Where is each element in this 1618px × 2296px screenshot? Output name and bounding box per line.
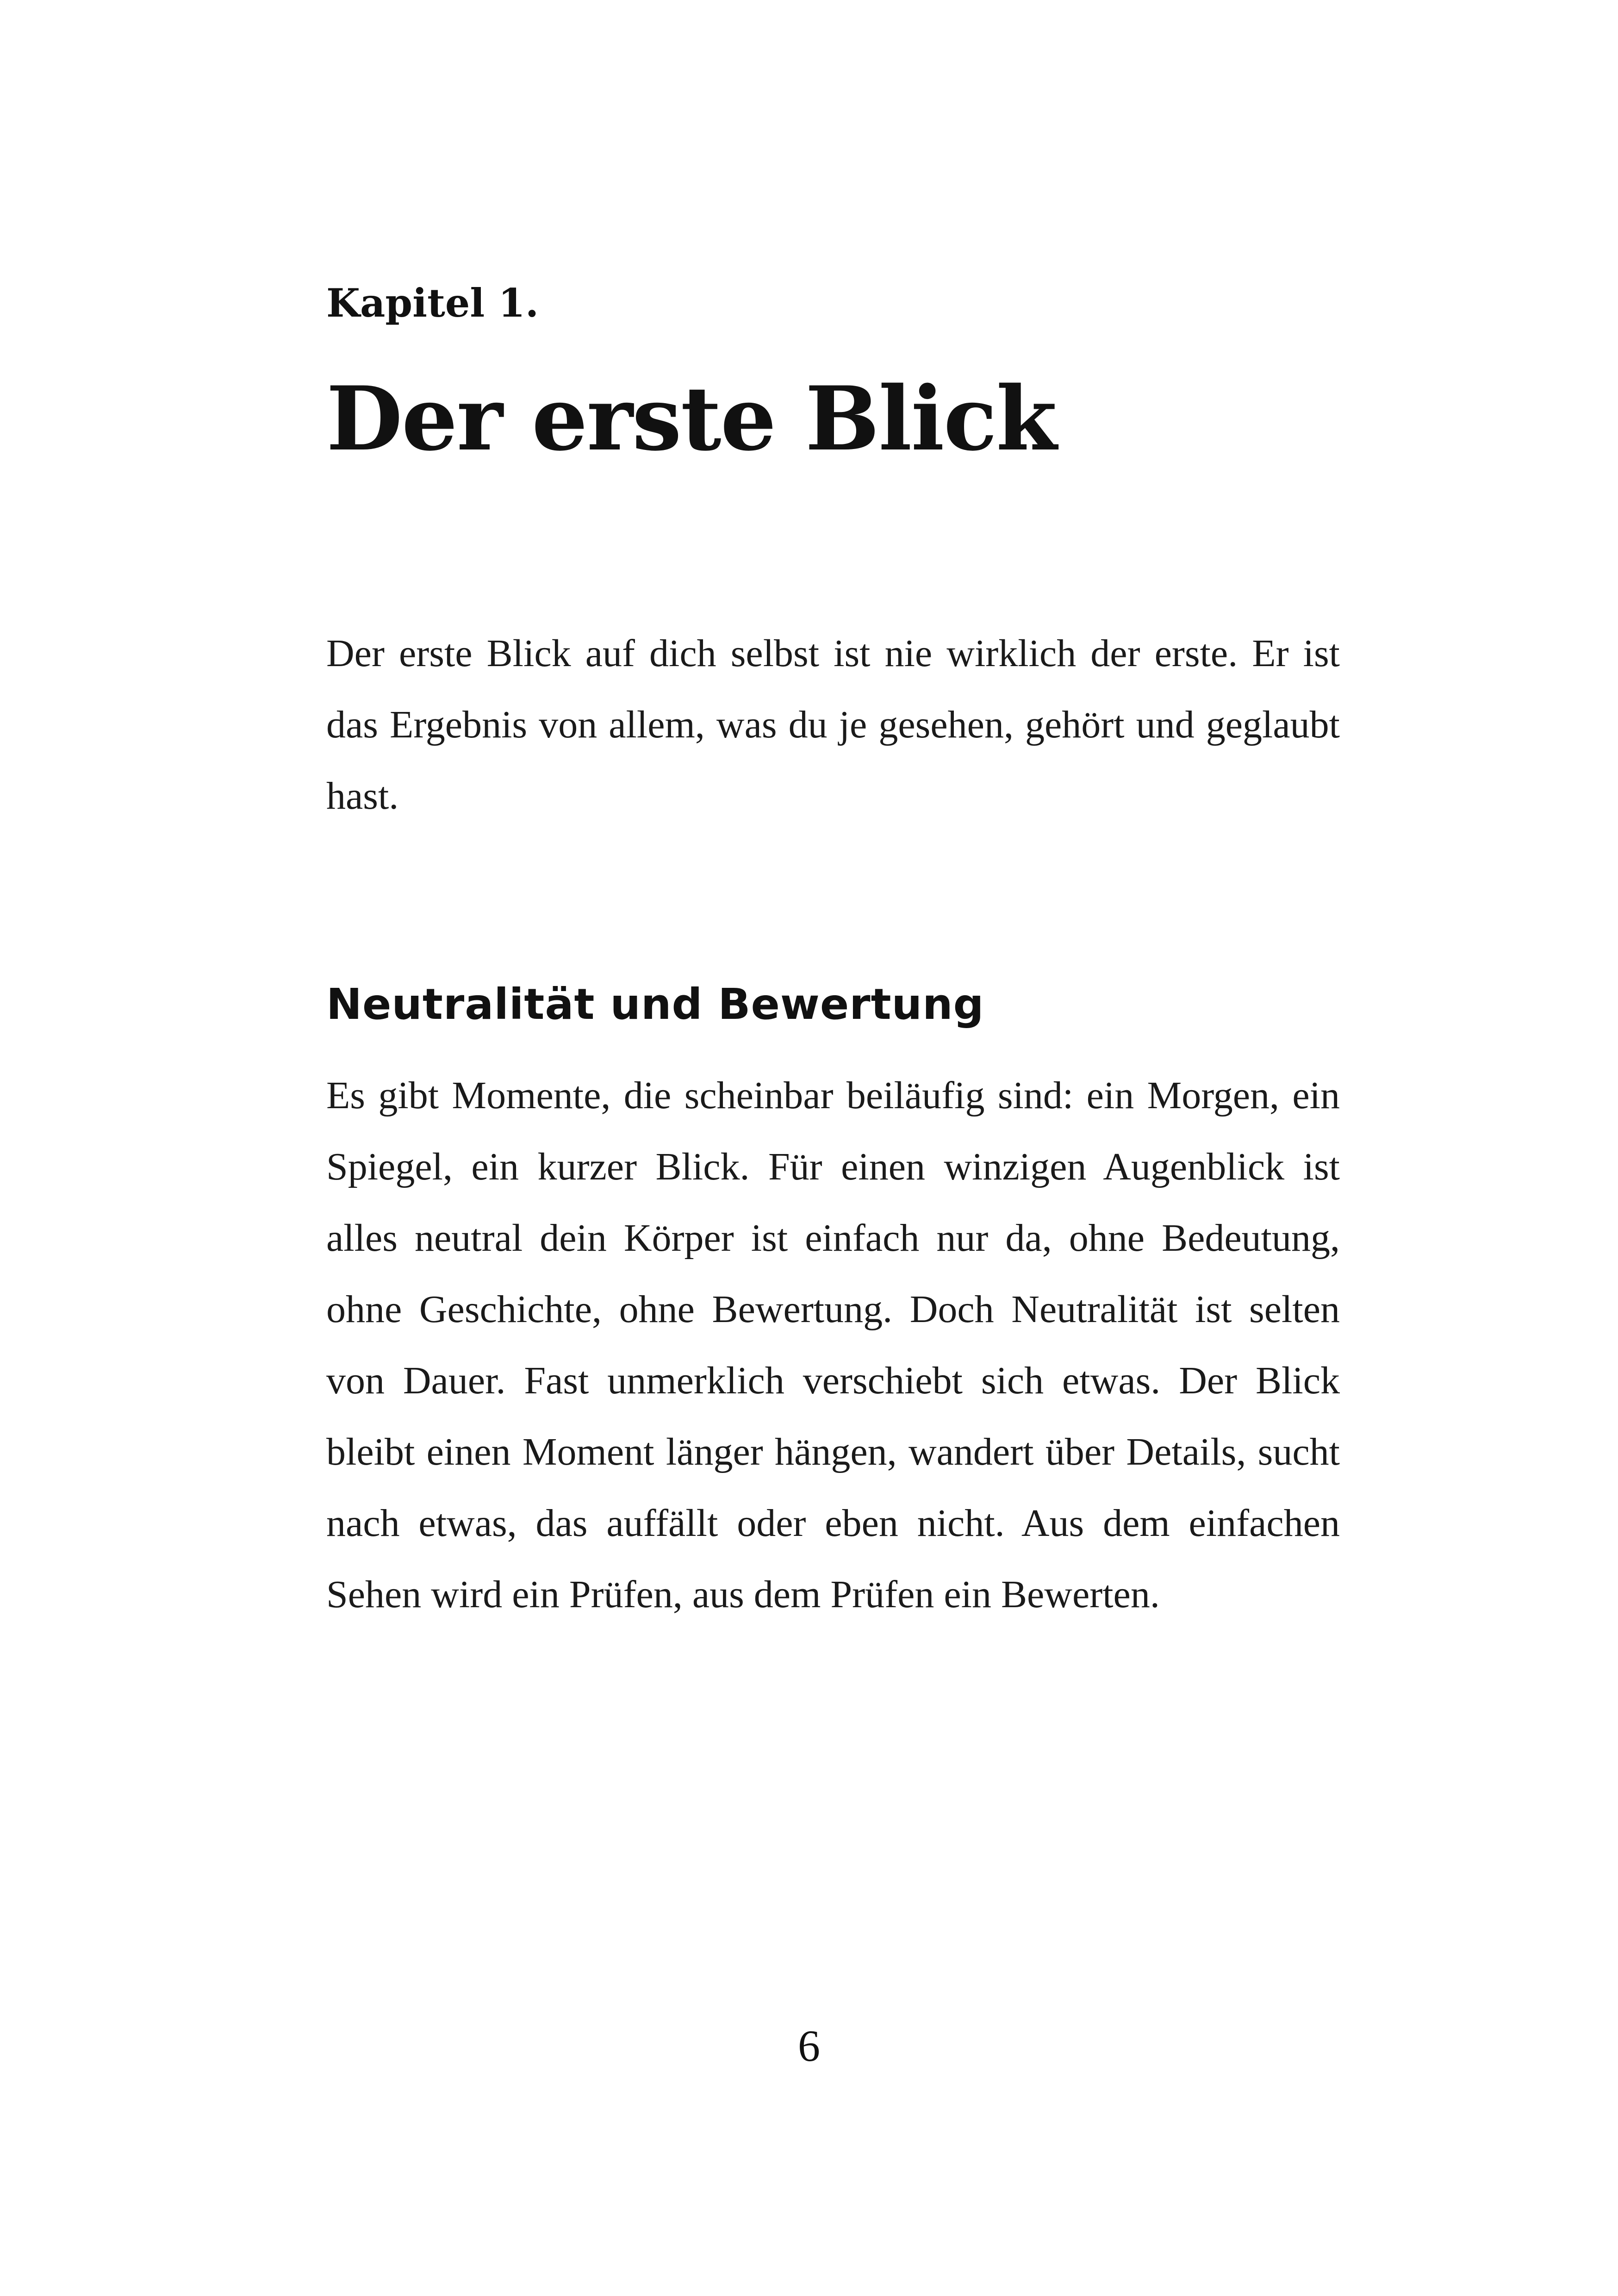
section-paragraph: Es gibt Momente, die scheinbar beiläufig sind: ein Morgen, ein Spiegel, ein kurzer Blick. Für einen winzigen Augenblick ist alles neutral dein Körper ist einfach nur da, ohne Bedeutung, ohne Geschichte, ohne Bewertung. Doch Neutralität ist selten von Dauer. Fast unmerklich verschiebt sich etwas. Der Blick bleibt einen Moment länger hängen, wandert über Details, sucht nach etwas, das auffällt oder eben nicht. Aus dem einfachen Sehen wird ein Prüfen, aus dem Prüfen ein Bewerten. <box>326 1074 1340 1616</box>
chapter-title: Der erste Blick <box>326 367 1056 470</box>
section-heading: Neutralität und Bewertung <box>326 980 984 1029</box>
page-number: 6 <box>798 2021 820 2071</box>
intro-paragraph: Der erste Blick auf dich selbst ist nie wirklich der erste. Er ist das Ergebnis von allem, was du je gesehen, gehört und geglaubt hast. <box>326 632 1340 817</box>
chapter-label: Kapitel 1. <box>326 280 539 326</box>
